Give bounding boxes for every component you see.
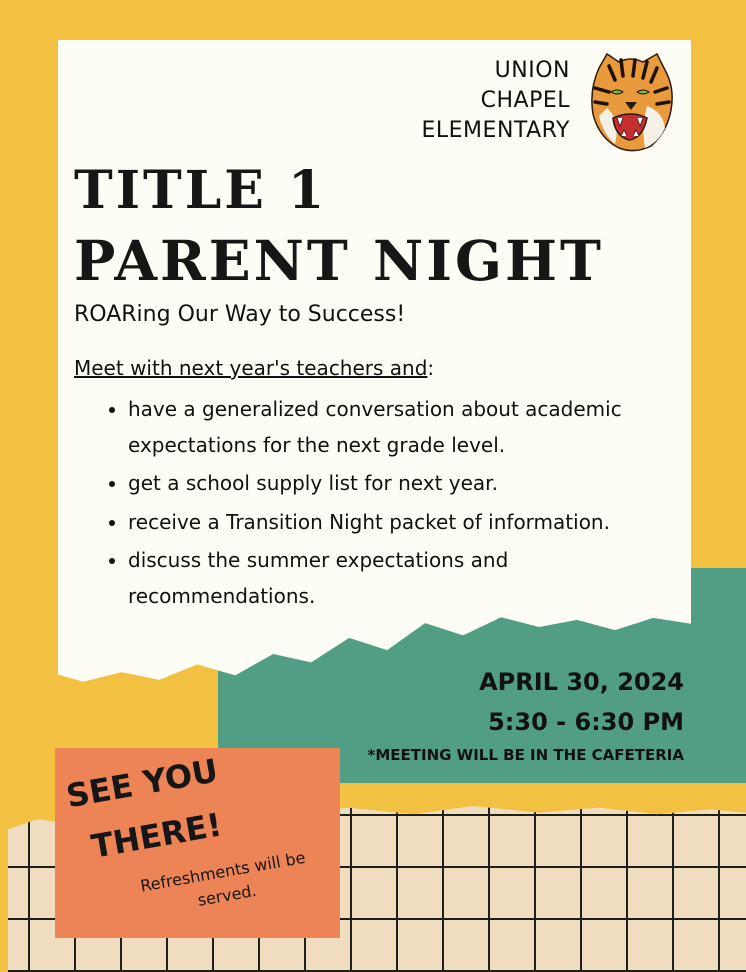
intro-suffix: : bbox=[427, 356, 435, 380]
list-item: • have a generalized conversation about academic expectations for the next grade level. bbox=[128, 392, 638, 463]
school-name-line-1: UNION bbox=[494, 58, 570, 83]
title-line-1: TITLE 1 bbox=[74, 160, 328, 221]
event-time: 5:30 - 6:30 PM bbox=[488, 708, 684, 736]
list-item: • receive a Transition Night packet of information. bbox=[128, 505, 638, 541]
school-name-line-3: ELEMENTARY bbox=[421, 118, 570, 143]
refreshments-note: Refreshments will be served. bbox=[138, 847, 307, 910]
bullet-list bbox=[108, 392, 638, 617]
intro-line bbox=[74, 356, 434, 380]
event-location-note: *MEETING WILL BE IN THE CAFETERIA bbox=[367, 746, 684, 764]
tiger-head-icon bbox=[585, 48, 677, 156]
event-date: APRIL 30, 2024 bbox=[479, 668, 684, 696]
list-item: • discuss the summer expectations and recommendations. bbox=[128, 543, 638, 614]
intro-underlined: Meet with next year's teachers and bbox=[74, 356, 428, 380]
title-line-2: PARENT NIGHT bbox=[74, 228, 604, 293]
see-you-line-1: SEE YOU bbox=[63, 751, 221, 816]
tagline: ROARing Our Way to Success! bbox=[74, 302, 406, 327]
school-name-line-2: CHAPEL bbox=[480, 88, 570, 113]
school-name bbox=[422, 56, 571, 146]
list-item: • get a school supply list for next year. bbox=[128, 466, 638, 502]
see-you-line-2: THERE! bbox=[88, 805, 225, 866]
